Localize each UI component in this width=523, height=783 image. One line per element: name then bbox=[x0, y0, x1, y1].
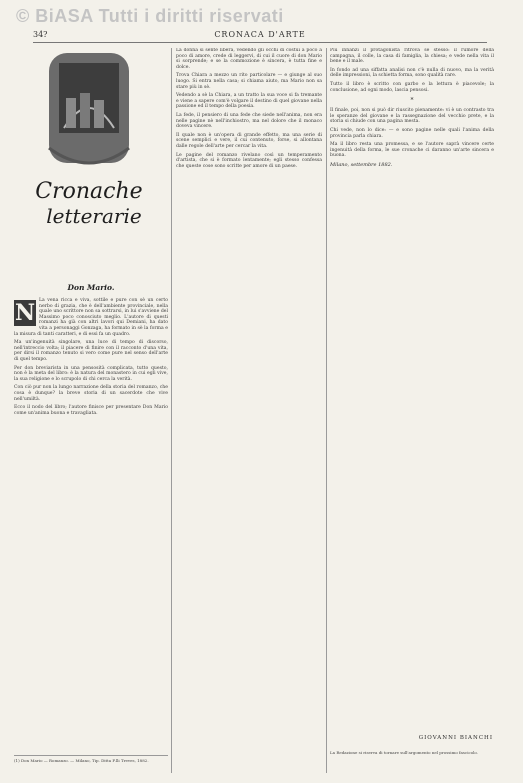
page-header bbox=[33, 30, 487, 42]
column-divider-2 bbox=[326, 48, 327, 773]
paragraph: Ecco il nodo del libro; l'autore finisce per presentare Don Mario come un'anima buona e travagliata. bbox=[14, 405, 168, 416]
column-1 bbox=[14, 48, 168, 748]
paragraph: Ma un'ingenuità singolare, una luce di tempo di discorso, nell'intreccio volta; il piacere di finire con il racconto d'una vita, per dirsi il romanzo tenuto si vero come pure nel senso dell'arte di quel tempo. bbox=[14, 340, 168, 362]
paragraph: La fede, il pensiero di una fede che siede nell'anima, non era nelle pagine nè nell'inchiostro, ma nel dolore che il monaco doveva vincere. bbox=[176, 112, 322, 130]
paragraph: La donna si sente libera, vedendo gli occhi di costui a poco a poco di amore, crede di leggervi, di cui il cuore di don Mario si sorprende; e se la commozione è sincera, è tutta fine e dolce. bbox=[176, 48, 322, 70]
paragraph: Più innanzi il protagonista ritrova sè stesso: il rumore della campagna, il colle, la casa di famiglia, la chiesa; e vede nella vita il bene e il male. bbox=[330, 48, 494, 65]
paragraph: La vena ricca e viva, sottile e pure con sè un certo nerbo di grazia, che è dell'ambiente provinciale, nella quale uno scrittore non sa sottrarsi, in lui s'avviene del Massimo poco conosciuto meglio. L'autore di questi romanzi ha già con altri lavori qui Demiani, ha dato vita a personaggi Gonzaga, ha formato in sè la forma e la misura di tanti caratteri, e di essi fa un quadro. bbox=[14, 298, 168, 337]
vignette-illustration bbox=[14, 48, 164, 238]
column-3 bbox=[330, 48, 494, 778]
dateline: Milano, settembre 1882. bbox=[330, 161, 393, 168]
copyright-watermark: © BiASA Tutti i diritti riservati bbox=[16, 6, 284, 26]
paragraph: Chi vede, non lo dice: — e sono pagine nelle quali l'anima della provincia parla chiara. bbox=[330, 127, 494, 139]
header-rule bbox=[33, 42, 487, 43]
author-signature: GIOVANNI BIANCHI bbox=[418, 735, 493, 741]
paragraph: Il finale, poi, non si può dir riuscito pienamente: vi è un contrasto tra le speranze del giovane e la rassegnazione del vecchio prete, e la storia si chiude con una pagina mesta. bbox=[330, 108, 494, 125]
running-head: CRONACA D'ARTE bbox=[214, 30, 306, 39]
paragraph: Il quale non è un'opera di grande effetto, ma una serie di scene semplici e vere, il cui contenuto, forse, si allontana dalle regole dell'arte per cercar la vita. bbox=[176, 132, 322, 149]
section-vignette bbox=[14, 48, 164, 228]
vignette-title-2: letterarie bbox=[46, 204, 142, 228]
paragraph: Tutto il libro è scritto con garbo e la lettura è piacevole; la conclusione, ad ogni modo, lascia pensosi. bbox=[330, 81, 494, 93]
paragraph: Ma il libro resta una promessa, e se l'autore saprà vincere certe ingenuità della forma, le sue cronache ci daranno un'arte sincera e buona. bbox=[330, 142, 494, 159]
column-2 bbox=[176, 48, 322, 778]
editorial-note: La Redazione si riserva di tornare sull'argomento nel prossimo fascicolo. bbox=[330, 750, 479, 755]
section-break: * bbox=[410, 97, 414, 105]
column-1-text bbox=[14, 298, 168, 419]
book-title: Don Mario. bbox=[67, 283, 115, 292]
drop-cap: N bbox=[14, 300, 36, 326]
paragraph: Vedendo a sè la Chiara, a un tratto la sua voce si fa tremante e viene a sapere com'è volgare il destino di quel giovane nella passione ed il tempo della poesia. bbox=[176, 93, 322, 110]
paragraph: In fondo ad una siffatta analisi non c'è nulla di nuovo, ma la verità delle impressioni, la schietta forma, sono qualità rare. bbox=[330, 67, 494, 79]
vignette-title-1: Cronache bbox=[35, 179, 143, 204]
paragraph: Le pagine del romanzo rivelano così un temperamento d'artista, che si è formato lentamente; egli stesso confessa che queste cose sono scritte per amore di un paese. bbox=[176, 152, 322, 169]
paragraph: Trova Chiara a mezzo un rito particolare — e giunge al suo luogo. Si entra nella casa; si chiama aiuto, ma Mario non sa stare più in sè. bbox=[176, 73, 322, 90]
paragraph: Con ciò pur non la lungo narrazione della storia del romanzo, che cosa è dunque? la breve storia di un sacerdote che vive nell'umiltà. bbox=[14, 385, 168, 402]
column-divider-1 bbox=[171, 48, 172, 773]
paragraph: Per don breviarista in una pensosità complicata, tutto questo, non è la meta del libro: è la natura del monastero in cui egli vive, la sua religione e lo scrupolo di chi cerca la verità. bbox=[14, 365, 168, 382]
page-number: 34? bbox=[33, 30, 48, 39]
footnote: (1) Don Mario — Romanzo. — Milano, Tip. Ditta F.lli Treves, 1882. bbox=[14, 755, 168, 763]
